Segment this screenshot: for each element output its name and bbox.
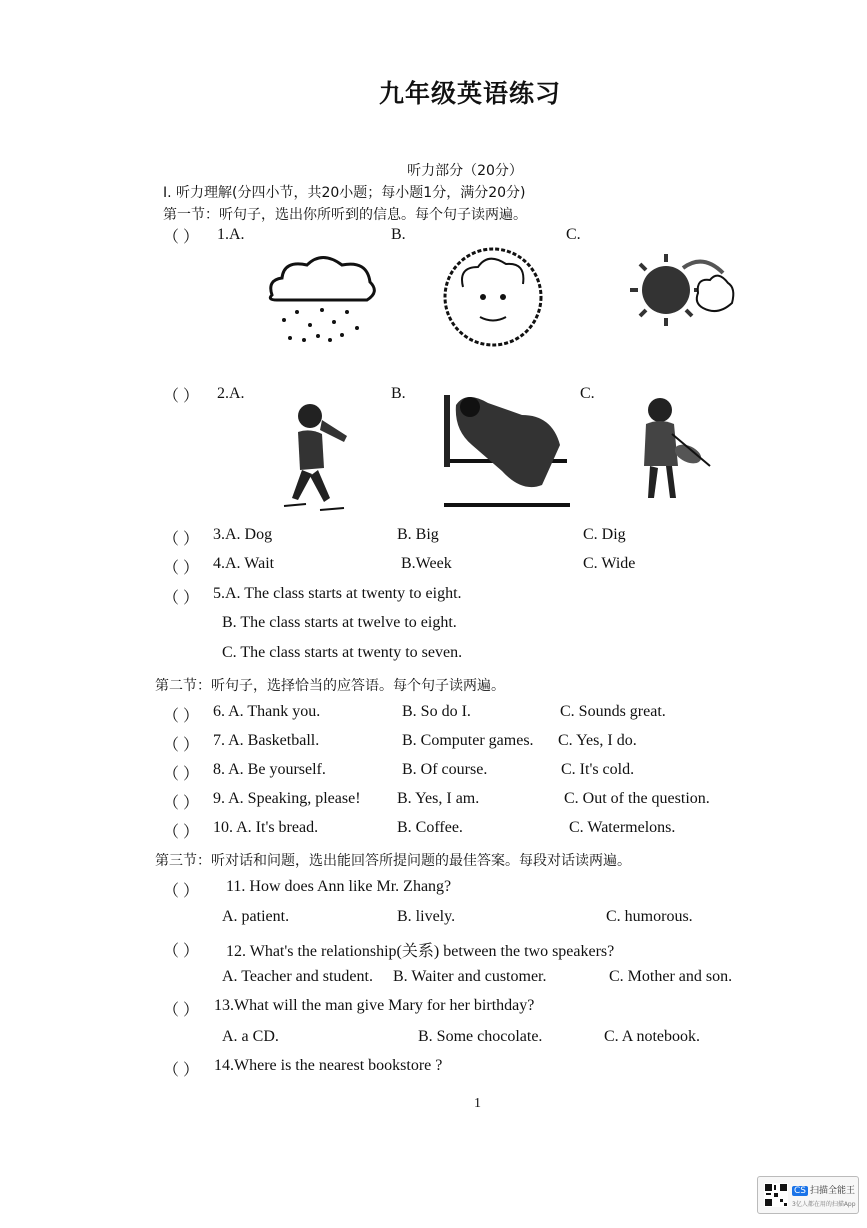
q10-option-c: C. Watermelons. bbox=[569, 819, 676, 836]
answer-blank-14[interactable]: （ ） bbox=[163, 1062, 200, 1079]
page-title: 九年级英语练习 bbox=[378, 79, 561, 108]
q7-option-c: C. Yes, I do. bbox=[558, 732, 637, 749]
q8-option-b: B. Of course. bbox=[402, 761, 488, 778]
cloudy-face-icon bbox=[438, 242, 548, 347]
q10-option-a: 10. A. It's bread. bbox=[213, 819, 319, 836]
answer-blank-7[interactable]: （ ） bbox=[163, 737, 200, 754]
q9-option-c: C. Out of the question. bbox=[564, 790, 710, 807]
q2-option-c-label: C. bbox=[580, 385, 595, 402]
scanner-watermark bbox=[757, 1176, 859, 1214]
q13-option-a: A. a CD. bbox=[222, 1028, 279, 1045]
part1-header: I. 听力理解(分四小节，共20小题；每小题1分，满分20分) bbox=[163, 185, 526, 201]
q14-question: 14.Where is the nearest bookstore ? bbox=[214, 1057, 443, 1074]
q5-option-c: C. The class starts at twenty to seven. bbox=[222, 644, 463, 661]
q3-option-c: C. Dig bbox=[583, 526, 626, 543]
q12-option-c: C. Mother and son. bbox=[609, 968, 733, 985]
q5-option-a: 5.A. The class starts at twenty to eight. bbox=[213, 585, 462, 602]
q9-option-a: 9. A. Speaking, please! bbox=[213, 790, 361, 807]
scanner-tagline: 3亿人都在用的扫描App bbox=[792, 1201, 856, 1208]
answer-blank-13[interactable]: （ ） bbox=[163, 1002, 200, 1019]
q4-option-b: B.Week bbox=[401, 555, 452, 572]
cs-logo-text: CS bbox=[794, 1186, 806, 1196]
answer-blank-2[interactable]: （ ） bbox=[163, 388, 200, 405]
high-jump-icon bbox=[442, 385, 572, 509]
sun-cloud-icon bbox=[628, 248, 738, 328]
section3-header: 第三节：听对话和问题，选出能回答所提问题的最佳答案。每段对话读两遍。 bbox=[155, 853, 631, 869]
answer-blank-12[interactable]: （ ） bbox=[163, 943, 200, 960]
answer-blank-4[interactable]: （ ） bbox=[163, 560, 200, 577]
q8-option-c: C. It's cold. bbox=[561, 761, 635, 778]
q4-option-c: C. Wide bbox=[583, 555, 636, 572]
q6-option-a: 6. A. Thank you. bbox=[213, 703, 321, 720]
q10-option-b: B. Coffee. bbox=[397, 819, 463, 836]
answer-blank-3[interactable]: （ ） bbox=[163, 531, 200, 548]
answer-blank-8[interactable]: （ ） bbox=[163, 766, 200, 783]
q12-option-b: B. Waiter and customer. bbox=[393, 968, 547, 985]
q3-option-b: B. Big bbox=[397, 526, 439, 543]
q2-option-b-label: B. bbox=[391, 385, 406, 402]
q13-option-b: B. Some chocolate. bbox=[418, 1028, 543, 1045]
q2-option-a-label: 2.A. bbox=[217, 385, 245, 402]
page-number: 1 bbox=[474, 1096, 481, 1111]
q11-option-c: C. humorous. bbox=[606, 908, 693, 925]
q12-question: 12. What's the relationship(关系) between the two speakers? bbox=[226, 943, 615, 960]
q12-option-a: A. Teacher and student. bbox=[222, 968, 373, 985]
answer-blank-1[interactable]: （ ） bbox=[163, 229, 200, 246]
section1-header: 第一节：听句子，选出你所听到的信息。每个句子读两遍。 bbox=[163, 207, 527, 223]
answer-blank-5[interactable]: （ ） bbox=[163, 590, 200, 607]
answer-blank-10[interactable]: （ ） bbox=[163, 824, 200, 841]
q11-option-b: B. lively. bbox=[397, 908, 456, 925]
listening-subtitle: 听力部分（20分） bbox=[407, 163, 523, 179]
q1-option-b-label: B. bbox=[391, 226, 406, 243]
q13-option-c: C. A notebook. bbox=[604, 1028, 701, 1045]
q5-option-b: B. The class starts at twelve to eight. bbox=[222, 614, 457, 631]
q6-option-c: C. Sounds great. bbox=[560, 703, 666, 720]
q9-option-b: B. Yes, I am. bbox=[397, 790, 480, 807]
q1-option-c-label: C. bbox=[566, 226, 581, 243]
q8-option-a: 8. A. Be yourself. bbox=[213, 761, 326, 778]
q3-option-a: 3.A. Dog bbox=[213, 526, 273, 543]
q7-option-b: B. Computer games. bbox=[402, 732, 534, 749]
scanner-app-name bbox=[792, 1183, 855, 1196]
qr-code-icon bbox=[764, 1183, 788, 1207]
q1-option-a-label: 1.A. bbox=[217, 226, 245, 243]
rain-cloud-icon bbox=[262, 250, 382, 350]
scanner-app-title: 扫描全能王 bbox=[810, 1186, 856, 1196]
q11-option-a: A. patient. bbox=[222, 908, 290, 925]
q13-question: 13.What will the man give Mary for her birthday? bbox=[214, 997, 535, 1014]
answer-blank-6[interactable]: （ ） bbox=[163, 708, 200, 725]
answer-blank-11[interactable]: （ ） bbox=[163, 883, 200, 900]
q7-option-a: 7. A. Basketball. bbox=[213, 732, 320, 749]
q11-question: 11. How does Ann like Mr. Zhang? bbox=[226, 878, 452, 895]
answer-blank-9[interactable]: （ ） bbox=[163, 795, 200, 812]
q6-option-b: B. So do I. bbox=[402, 703, 471, 720]
violinist-icon bbox=[622, 394, 717, 506]
section2-header: 第二节：听句子，选择恰当的应答语。每个句子读两遍。 bbox=[155, 678, 505, 694]
skater-icon bbox=[272, 398, 362, 516]
q4-option-a: 4.A. Wait bbox=[213, 555, 275, 572]
